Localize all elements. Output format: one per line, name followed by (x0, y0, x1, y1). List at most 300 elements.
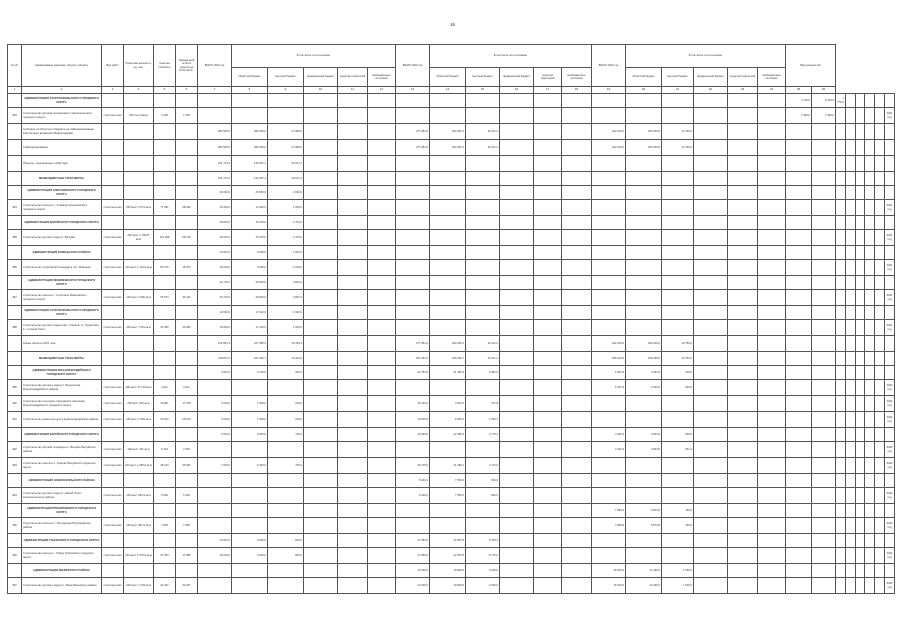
amount-cell (338, 124, 368, 140)
amount-cell (728, 518, 758, 534)
amount-cell: 26 411,2 (466, 124, 500, 140)
amount-cell (875, 380, 885, 396)
amount-cell: 9 090,0 (232, 260, 268, 276)
estimate-cell (154, 276, 176, 290)
page-number: 16 (450, 22, 456, 27)
work-type-cell: строительство (102, 548, 124, 564)
amount-cell (232, 108, 268, 124)
amount-cell (534, 94, 562, 108)
amount-cell (368, 172, 396, 186)
amount-cell (662, 156, 694, 172)
amount-cell (368, 230, 396, 246)
amount-cell (500, 518, 534, 534)
work-type-cell: строительство (102, 380, 124, 396)
amount-cell (232, 518, 268, 534)
capacity-cell (124, 352, 154, 366)
section-row (8, 352, 895, 366)
amount-cell (758, 276, 786, 290)
amount-cell (836, 140, 846, 156)
amount-cell (812, 230, 836, 246)
table-row (8, 320, 895, 336)
amount-cell (304, 290, 338, 306)
object-name-cell: Строительство школы в с. Хлевище Алексеевского городского округа (22, 200, 102, 216)
row-number-cell: 391 (8, 412, 22, 428)
amount-cell (836, 230, 846, 246)
amount-cell (694, 548, 728, 564)
amount-cell (836, 428, 846, 442)
amount-cell (758, 216, 786, 230)
amount-cell (396, 216, 430, 230)
capacity-cell (124, 172, 154, 186)
table-row (8, 396, 895, 412)
amount-cell: 2 900,0 (232, 428, 268, 442)
amount-cell: 6 873,8 (626, 518, 662, 534)
capacity-cell: 200 мест 1 679 кв.м (124, 578, 154, 594)
amount-cell: 42 485,3 (430, 428, 466, 442)
amount-cell (855, 412, 865, 428)
estimate-cell: 34 267 (154, 578, 176, 594)
capacity-cell (124, 366, 154, 380)
estimate-cell (154, 140, 176, 156)
amount-cell (786, 474, 812, 488)
amount-cell: 16 132,0 (396, 396, 430, 412)
amount-cell (534, 306, 562, 320)
column-number: 5 (154, 87, 176, 94)
amount-cell (662, 276, 694, 290)
amount-cell (534, 124, 562, 140)
remaining-cell: 7 893 (176, 518, 198, 534)
amount-cell (786, 336, 812, 352)
term-cell: 2021 год (885, 290, 895, 306)
amount-cell: 7 893,9 (592, 504, 626, 518)
amount-cell (786, 186, 812, 200)
src-header: областной бюджет (232, 68, 268, 87)
amount-cell (845, 186, 855, 200)
amount-cell (855, 578, 865, 594)
amount-cell (338, 474, 368, 488)
row-number-cell (8, 124, 22, 140)
amount-cell (338, 260, 368, 276)
amount-cell (592, 200, 626, 216)
amount-cell (304, 504, 338, 518)
amount-cell (338, 200, 368, 216)
amount-cell (500, 474, 534, 488)
object-name-cell: АДМИНИСТРАЦИЯ ВАЛУЙСКОГО ГОРОДСКОГО ОКРУГА (22, 216, 102, 230)
amount-cell (562, 458, 592, 474)
amount-cell (592, 290, 626, 306)
amount-cell (626, 276, 662, 290)
amount-cell (368, 186, 396, 200)
amount-cell (836, 488, 846, 504)
amount-cell (865, 124, 875, 140)
amount-cell (786, 366, 812, 380)
amount-cell (865, 488, 875, 504)
src-header: федеральный бюджет (500, 68, 534, 87)
amount-cell (875, 534, 885, 548)
amount-cell (662, 246, 694, 260)
amount-cell: 20 017,2 (268, 156, 304, 172)
amount-cell (865, 306, 875, 320)
amount-cell (592, 474, 626, 488)
object-name-cell: АДМИНИСТРАЦИЯ СТАРООСКОЛЬСКОГО ГОРОДСКОГО ОКРУГА (22, 94, 102, 108)
amount-cell: 1 600,0 (268, 200, 304, 216)
object-name-cell: АДМИНИСТРАЦИЯ АЛЕКСЕЕВСКОГО ГОРОДСКОГО ОКРУГА (22, 186, 102, 200)
remaining-cell (176, 504, 198, 518)
amount-cell: 4 772,0 (466, 458, 500, 474)
column-number: 25 (786, 87, 812, 94)
amount-cell: 30 000,0 (198, 186, 232, 200)
amount-cell (836, 518, 846, 534)
amount-cell (396, 276, 430, 290)
term-cell: 2024 год (885, 380, 895, 396)
amount-cell (728, 320, 758, 336)
amount-cell (534, 518, 562, 534)
amount-cell: 1 800,0 (232, 396, 268, 412)
col-no-header: № п/п (8, 45, 22, 87)
amount-cell (430, 156, 466, 172)
amount-cell (368, 124, 396, 140)
amount-cell (855, 124, 865, 140)
amount-cell: 3 904,9 (626, 442, 662, 458)
amount-cell (198, 564, 232, 578)
term-cell (885, 504, 895, 518)
amount-cell (626, 216, 662, 230)
amount-cell (534, 488, 562, 504)
amount-cell (304, 336, 338, 352)
object-name-cell: МЕЖБЮДЖЕТНЫЕ ТРАНСФЕРТЫ (22, 172, 102, 186)
amount-cell (368, 518, 396, 534)
amount-cell (836, 216, 846, 230)
amount-cell (786, 140, 812, 156)
amount-cell: 30 810,0 (232, 276, 268, 290)
amount-cell (865, 380, 875, 396)
amount-cell (500, 108, 534, 124)
amount-cell (845, 442, 855, 458)
estimate-cell: 6 443 (154, 442, 176, 458)
amount-cell: 44 939,0 (396, 428, 430, 442)
amount-cell: 700,0 (268, 428, 304, 442)
src-header: областной бюджет (626, 68, 662, 87)
amount-cell (232, 442, 268, 458)
amount-cell (812, 186, 836, 200)
amount-cell (855, 186, 865, 200)
amount-cell (875, 412, 885, 428)
term-cell (885, 172, 895, 186)
amount-cell (466, 108, 500, 124)
column-number: 9 (268, 87, 304, 94)
amount-cell (268, 504, 304, 518)
col-term-header: Ввод мощностей (786, 45, 836, 87)
src-header: средства территорий (534, 68, 562, 87)
capacity-cell (124, 534, 154, 548)
amount-cell: 260 650,1 (430, 140, 466, 156)
amount-cell (500, 564, 534, 578)
amount-cell (662, 474, 694, 488)
amount-cell (592, 94, 626, 108)
row-number-cell: 393 (8, 458, 22, 474)
amount-cell (845, 276, 855, 290)
amount-cell: 6 300,0 (232, 458, 268, 474)
amount-cell (694, 336, 728, 352)
amount-cell (500, 156, 534, 172)
amount-cell (728, 578, 758, 594)
amount-cell (865, 320, 875, 336)
amount-cell (875, 442, 885, 458)
capacity-cell (124, 124, 154, 140)
amount-cell (855, 366, 865, 380)
amount-cell (855, 518, 865, 534)
amount-cell (338, 290, 368, 306)
amount-cell (592, 186, 626, 200)
remaining-cell (176, 474, 198, 488)
amount-cell (626, 396, 662, 412)
amount-cell (368, 108, 396, 124)
amount-cell: 10 760,0 (662, 336, 694, 352)
amount-cell (786, 518, 812, 534)
amount-cell: 3 000,0 (268, 186, 304, 200)
amount-cell (534, 428, 562, 442)
amount-cell (845, 578, 855, 594)
amount-cell (592, 306, 626, 320)
amount-cell (338, 186, 368, 200)
amount-cell (728, 276, 758, 290)
row-number-cell (8, 246, 22, 260)
amount-cell: 22 000,0 (396, 578, 430, 594)
amount-cell (500, 534, 534, 548)
amount-cell (694, 380, 728, 396)
amount-cell (728, 564, 758, 578)
amount-cell (626, 246, 662, 260)
amount-cell (662, 306, 694, 320)
amount-cell: 21 450,3 (430, 366, 466, 380)
amount-cell (875, 186, 885, 200)
table-row (8, 336, 895, 352)
amount-cell: 260 650,1 (430, 124, 466, 140)
amount-cell (845, 458, 855, 474)
amount-cell (855, 260, 865, 276)
section-row (8, 276, 895, 290)
section-row (8, 564, 895, 578)
amount-cell (592, 412, 626, 428)
amount-cell (304, 124, 338, 140)
amount-cell: 46 275,0 (396, 458, 430, 474)
amount-cell: 47 850,0 (396, 534, 430, 548)
amount-cell (534, 504, 562, 518)
amount-cell (304, 534, 338, 548)
group-2022-header: В том числе по источникам: (430, 45, 592, 68)
row-number-cell: 389 (8, 380, 22, 396)
amount-cell (626, 306, 662, 320)
amount-cell (268, 474, 304, 488)
term-cell: 2023 год (885, 442, 895, 458)
amount-cell (562, 548, 592, 564)
amount-cell: 10 760,0 (662, 352, 694, 366)
amount-cell (338, 442, 368, 458)
amount-cell (368, 442, 396, 458)
amount-cell (534, 366, 562, 380)
amount-cell (562, 276, 592, 290)
amount-cell: 185 016,0 (592, 352, 626, 366)
amount-cell (758, 200, 786, 216)
amount-cell (534, 548, 562, 564)
amount-cell: 27 956,6 (268, 124, 304, 140)
row-number-cell (8, 140, 22, 156)
investment-table (7, 44, 895, 594)
amount-cell (562, 380, 592, 396)
work-type-cell: строительство (102, 290, 124, 306)
amount-cell: 945,0 (662, 380, 694, 396)
amount-cell (758, 290, 786, 306)
col-name-header: Наименование заказчика, объекта, объекта (22, 45, 102, 87)
amount-cell: 840,0 (466, 488, 500, 504)
row-number-cell (8, 216, 22, 230)
amount-cell (758, 186, 786, 200)
amount-cell (758, 94, 786, 108)
work-type-cell: строительство (102, 458, 124, 474)
work-type-cell: строительство (102, 396, 124, 412)
amount-cell (855, 172, 865, 186)
amount-cell (338, 320, 368, 336)
amount-cell (338, 380, 368, 396)
amount-cell (728, 156, 758, 172)
amount-cell (466, 200, 500, 216)
amount-cell (304, 140, 338, 156)
amount-cell (694, 140, 728, 156)
amount-cell (500, 290, 534, 306)
amount-cell (430, 276, 466, 290)
amount-cell (500, 412, 534, 428)
amount-cell (466, 380, 500, 396)
amount-cell (304, 260, 338, 276)
amount-cell (304, 396, 338, 412)
object-name-cell: АДМИНИСТРАЦИЯ ВАЛУЙСКОГО ГОРОДСКОГО ОКРУГА (22, 428, 102, 442)
table-row (8, 230, 895, 246)
amount-cell (368, 458, 396, 474)
amount-cell (232, 564, 268, 578)
amount-cell (694, 352, 728, 366)
amount-cell (694, 246, 728, 260)
table-body (8, 94, 895, 594)
term-cell: 2021 год (885, 108, 895, 124)
amount-cell (562, 216, 592, 230)
remaining-cell (176, 352, 198, 366)
amount-cell (786, 260, 812, 276)
amount-cell (396, 442, 430, 458)
amount-cell: 975,0 (662, 366, 694, 380)
amount-cell: 10 000,0 (198, 534, 232, 548)
amount-cell (786, 504, 812, 518)
object-name-cell: Строительство школы в п. Прохоровка Прохоровского района (22, 518, 102, 534)
amount-cell: 19 000,0 (198, 320, 232, 336)
capacity-cell: 550 мест 9 573 кв.м (124, 200, 154, 216)
amount-cell (304, 428, 338, 442)
amount-cell: 1 000,0 (268, 260, 304, 276)
amount-cell: 226 640,7 (430, 352, 466, 366)
amount-cell (865, 216, 875, 230)
amount-cell (396, 108, 430, 124)
amount-cell (534, 396, 562, 412)
amount-cell (430, 246, 466, 260)
amount-cell (562, 396, 592, 412)
amount-cell (500, 276, 534, 290)
amount-cell: 6 873,8 (626, 504, 662, 518)
estimate-cell: 7 893 (154, 518, 176, 534)
amount-cell (812, 276, 836, 290)
object-name-cell: Строительство спортивной площадки в пос. Ровеньки (22, 260, 102, 276)
row-number-cell (8, 336, 22, 352)
amount-cell (534, 276, 562, 290)
remaining-cell (176, 276, 198, 290)
amount-cell (592, 156, 626, 172)
amount-cell (198, 504, 232, 518)
amount-cell (855, 380, 865, 396)
amount-cell (198, 518, 232, 534)
work-type-cell (102, 172, 124, 186)
amount-cell: 107 685,9 (232, 336, 268, 352)
amount-cell (626, 186, 662, 200)
capacity-cell: 600 пос./смену (124, 108, 154, 124)
amount-cell: 2 200,0 (466, 564, 500, 578)
amount-cell (694, 366, 728, 380)
table-row (8, 442, 895, 458)
amount-cell (812, 320, 836, 336)
amount-cell: 34 710,0 (198, 290, 232, 306)
amount-cell (786, 320, 812, 336)
row-number-cell: 384 (8, 200, 22, 216)
amount-cell (758, 108, 786, 124)
amount-cell: 200,0 (268, 396, 304, 412)
amount-cell (812, 458, 836, 474)
estimate-cell: 65 673 (154, 290, 176, 306)
amount-cell (466, 260, 500, 276)
amount-cell (368, 428, 396, 442)
amount-cell: 200,0 (268, 412, 304, 428)
amount-cell (728, 396, 758, 412)
amount-cell (338, 108, 368, 124)
amount-cell (466, 186, 500, 200)
amount-cell: 790,0 (662, 504, 694, 518)
amount-cell (728, 504, 758, 518)
amount-cell (836, 474, 846, 488)
amount-cell (304, 366, 338, 380)
amount-cell (875, 290, 885, 306)
amount-cell (368, 578, 396, 594)
amount-cell (694, 124, 728, 140)
row-number-cell (8, 186, 22, 200)
amount-cell (758, 442, 786, 458)
section-row (8, 474, 895, 488)
amount-cell: 277 081,0 (396, 124, 430, 140)
row-number-cell (8, 366, 22, 380)
object-name-cell: АДМИНИСТРАЦИЯ НОВООСКОЛЬСКОГО РАЙОНА (22, 474, 102, 488)
amount-cell (562, 352, 592, 366)
estimate-cell (154, 94, 176, 108)
amount-cell (466, 216, 500, 230)
remaining-cell (176, 428, 198, 442)
src-header: внебюджетные источники (368, 68, 396, 87)
remaining-cell (176, 94, 198, 108)
term-cell (885, 352, 895, 366)
table-row (8, 290, 895, 306)
amount-cell (694, 172, 728, 186)
amount-cell (812, 474, 836, 488)
amount-cell: 5 367,8 (592, 366, 626, 380)
object-name-cell: Субсидии из областного бюджета на софинансирование капитальных вложений (Подпрограмма) (22, 124, 102, 140)
amount-cell: 1 066,7 (466, 412, 500, 428)
amount-cell (500, 200, 534, 216)
amount-cell (534, 216, 562, 230)
amount-cell: 1 600,0 (662, 578, 694, 594)
